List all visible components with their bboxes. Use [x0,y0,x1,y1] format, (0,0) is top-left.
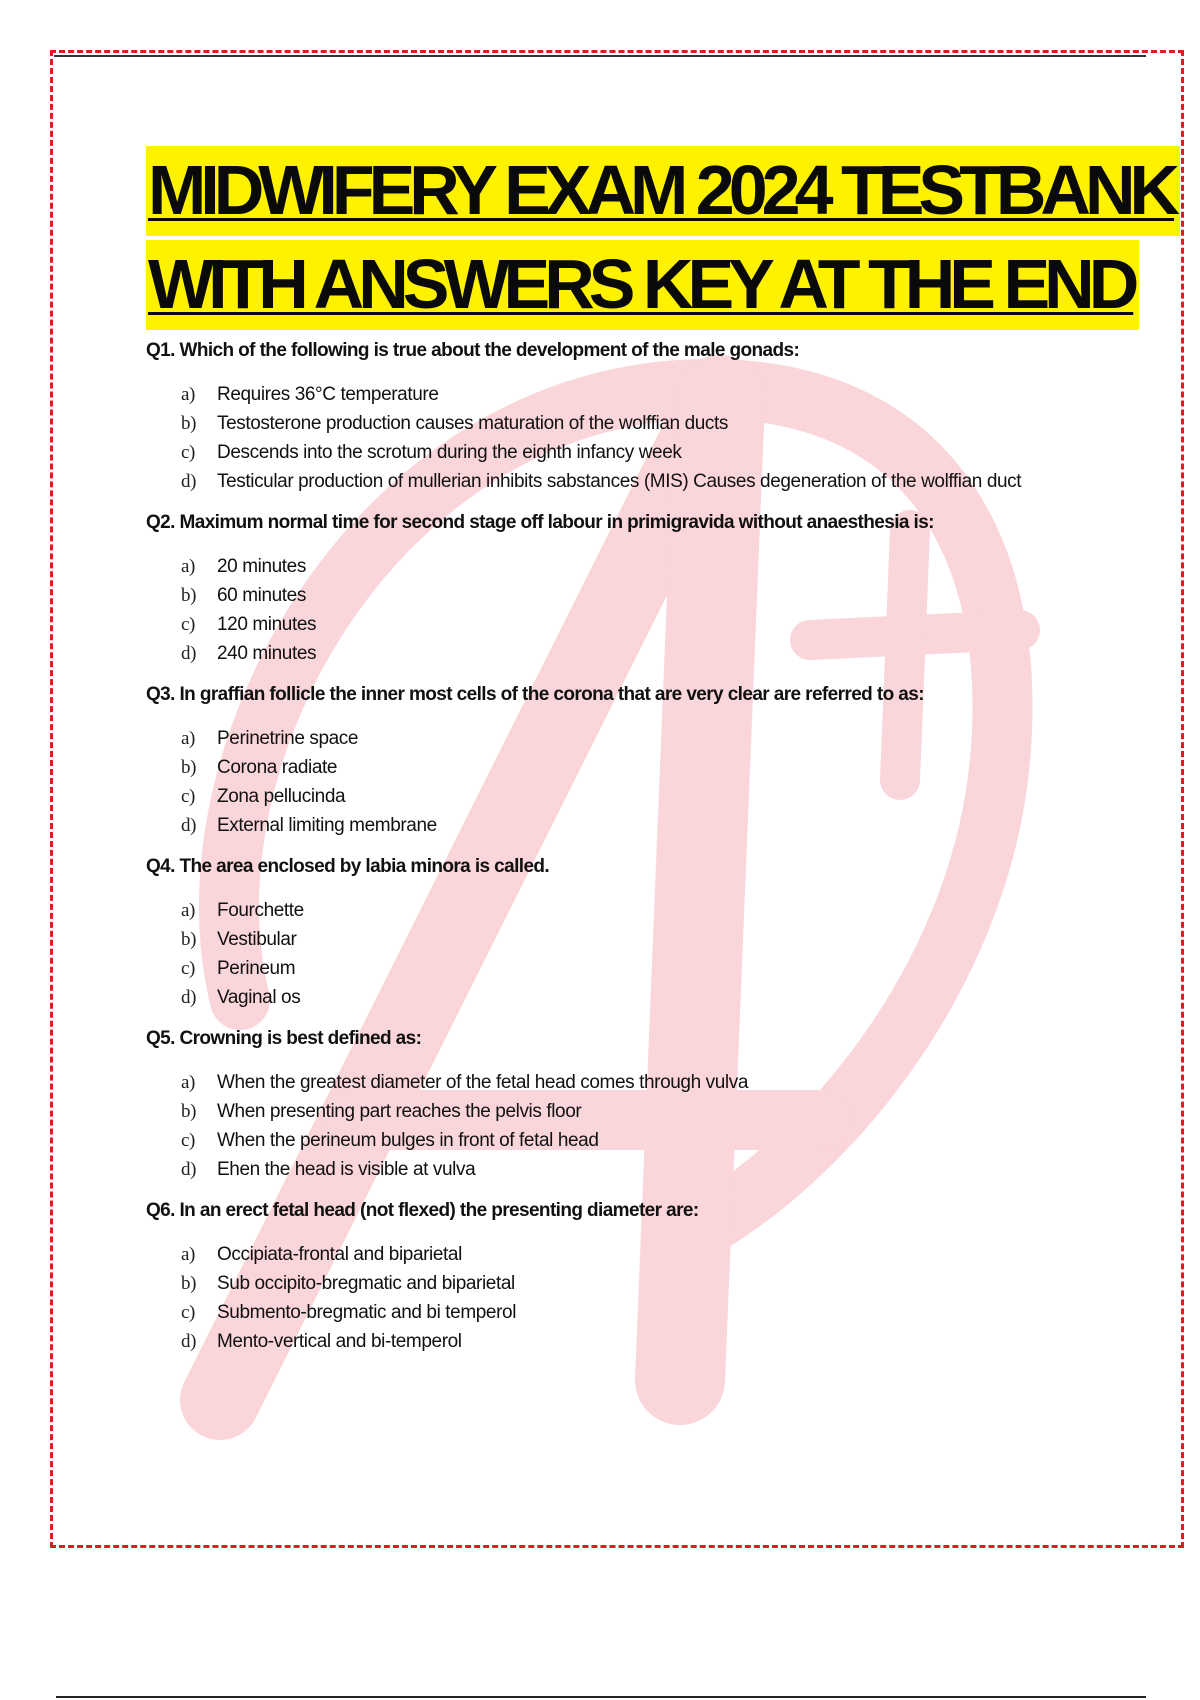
option-item [181,1269,1106,1298]
option-letter: b) [181,757,197,778]
document-title [146,146,1175,334]
option-text: Testosterone production causes maturation of the wolffian ducts [217,413,728,434]
option-item [181,1327,1106,1356]
question-stem: Q5. Crowning is best defined as: [146,1028,422,1049]
option-item [181,811,1106,840]
option-item [181,639,1106,668]
option-list [146,380,1106,496]
option-letter: a) [181,384,195,405]
option-text: 20 minutes [217,556,306,577]
question-3 [146,682,1106,840]
option-item [181,1126,1106,1155]
option-item [181,467,1106,496]
option-text: Zona pellucinda [217,786,346,807]
option-letter: d) [181,1159,197,1180]
option-list [146,1240,1106,1356]
option-item [181,983,1106,1012]
option-text: Vaginal os [217,987,301,1008]
option-letter: b) [181,585,197,606]
option-text: Fourchette [217,900,304,921]
option-item [181,724,1106,753]
option-text: Perineum [217,958,296,979]
option-item [181,438,1106,467]
option-text: Corona radiate [217,757,338,778]
option-item [181,1068,1106,1097]
option-text: Perinetrine space [217,728,359,749]
option-text: 120 minutes [217,614,317,635]
option-text: Descends into the scrotum during the eighth infancy week [217,442,682,463]
option-letter: c) [181,958,195,979]
option-letter: c) [181,1130,195,1151]
option-item [181,954,1106,983]
option-letter: b) [181,1101,197,1122]
option-text: Testicular production of mullerian inhibits sabstances (MIS) Causes degeneration of the wolffian duct [217,471,1022,492]
option-letter: c) [181,442,195,463]
option-letter: d) [181,987,197,1008]
option-letter: a) [181,1072,195,1093]
question-1 [146,338,1106,496]
question-6 [146,1198,1106,1356]
option-item [181,1240,1106,1269]
option-text: Sub occipito-bregmatic and biparietal [217,1273,515,1294]
option-item [181,380,1106,409]
option-text: Vestibular [217,929,297,950]
question-stem: Q6. In an erect fetal head (not flexed) the presenting diameter are: [146,1200,699,1221]
option-item [181,1097,1106,1126]
option-letter: c) [181,1302,195,1323]
question-4 [146,854,1106,1012]
option-text: Occipiata-frontal and biparietal [217,1244,462,1265]
option-text: Requires 36°C temperature [217,384,439,405]
option-item [181,896,1106,925]
question-stem: Q1. Which of the following is true about the development of the male gonads: [146,340,800,361]
title-line-1: MIDWIFERY EXAM 2024 TESTBANK [146,146,1180,236]
option-letter: c) [181,614,195,635]
question-stem: Q3. In graffian follicle the inner most cells of the corona that are very clear are referred to as: [146,684,924,705]
option-text: External limiting membrane [217,815,437,836]
option-letter: a) [181,900,195,921]
bottom-rule [56,1696,1146,1698]
option-item [181,1155,1106,1184]
question-stem: Q4. The area enclosed by labia minora is called. [146,856,550,877]
option-letter: a) [181,728,195,749]
option-letter: a) [181,1244,195,1265]
option-list [146,896,1106,1012]
option-item [181,581,1106,610]
option-letter: d) [181,643,197,664]
option-text: Mento-vertical and bi-temperol [217,1331,462,1352]
option-letter: a) [181,556,195,577]
option-text: 60 minutes [217,585,306,606]
option-item [181,1298,1106,1327]
option-item [181,610,1106,639]
option-text: 240 minutes [217,643,317,664]
option-list [146,552,1106,668]
option-letter: b) [181,1273,197,1294]
option-item [181,925,1106,954]
option-item [181,552,1106,581]
option-letter: d) [181,1331,197,1352]
option-text: When the perineum bulges in front of fetal head [217,1130,599,1151]
option-text: Ehen the head is visible at vulva [217,1159,476,1180]
question-5 [146,1026,1106,1184]
option-item [181,409,1106,438]
option-text: When presenting part reaches the pelvis floor [217,1101,582,1122]
option-text: Submento-bregmatic and bi temperol [217,1302,517,1323]
question-2 [146,510,1106,668]
option-letter: c) [181,786,195,807]
title-line-2: WITH ANSWERS KEY AT THE END [146,240,1139,330]
question-list [146,338,1106,1370]
option-letter: d) [181,471,197,492]
option-list [146,724,1106,840]
option-letter: d) [181,815,197,836]
question-stem: Q2. Maximum normal time for second stage off labour in primigravida without anaesthesia is: [146,512,934,533]
option-letter: b) [181,929,197,950]
option-item [181,782,1106,811]
option-list [146,1068,1106,1184]
option-text: When the greatest diameter of the fetal head comes through vulva [217,1072,749,1093]
option-item [181,753,1106,782]
option-letter: b) [181,413,197,434]
